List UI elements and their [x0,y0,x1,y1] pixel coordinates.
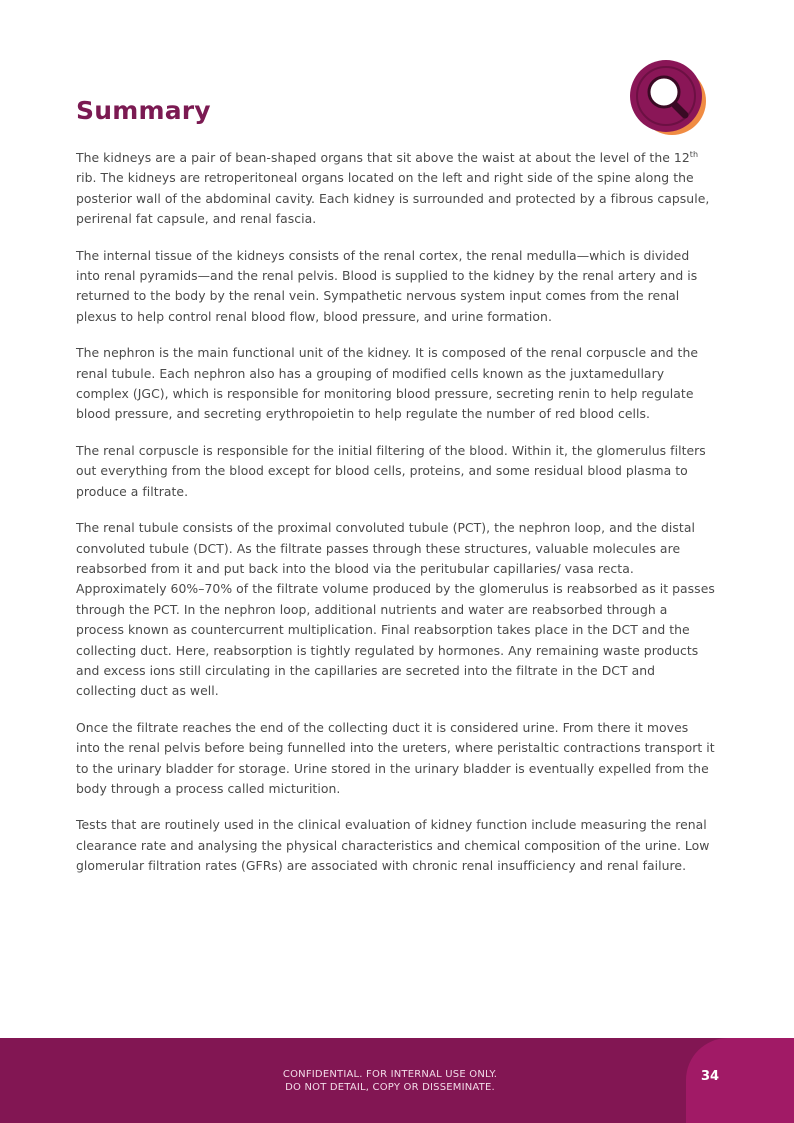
paragraph-kidney-overview-end: rib. The kidneys are retroperitoneal organs located on the left and right side of the spine along the posterior wall of the abdominal cavity. Each kidney is surrounded and protected by a fibrous capsule, perirenal fat capsule, and renal fascia. [76,170,710,227]
confidentiality-notice [240,1068,540,1094]
page-number: 34 [700,1069,720,1084]
confidentiality-line-2: DO NOT DETAIL, COPY OR DISSEMINATE. [285,1082,495,1093]
confidentiality-line-1: CONFIDENTIAL. FOR INTERNAL USE ONLY. [282,1069,498,1080]
paragraph-internal-tissue: The internal tissue of the kidneys consists of the renal cortex, the renal medulla—which is divided into renal pyramids—and the renal pelvis. Blood is supplied to the kidney by the renal artery and is returned to the body by the renal vein. Sympathetic nervous system input comes from the renal plexus to help control renal blood flow, blood pressure, and urine formation. [76,247,698,324]
paragraph-nephron: The nephron is the main functional unit of the kidney. It is composed of the renal corpuscle and the renal tubule. Each nephron also has a grouping of modified cells known as the juxtamedullary complex (JGC), which is responsible for monitoring blood pressure, secreting renin to help regulate blood pressure, and secreting erythropoietin to help regulate the number of red blood cells. [76,345,699,422]
summary-body [76,148,716,893]
paragraph-kidney-overview-start: The kidneys are a pair of bean-shaped organs that sit above the waist at about the level of the 12 [76,150,690,165]
page-title: Summary [76,96,211,125]
paragraph-kidney-overview [76,148,716,230]
ordinal-suffix: th [689,150,699,159]
paragraph-kidney-tests: Tests that are routinely used in the clinical evaluation of kidney function include measuring the renal clearance rate and analysing the physical characteristics and chemical composition of the urine. Low glomerular filtration rates (GFRs) are associated with chronic renal insufficiency and renal failure. [76,817,710,874]
magnifier-lens [649,77,679,107]
paragraph-urine: Once the filtrate reaches the end of the collecting duct it is considered urine. From there it moves into the renal pelvis before being funnelled into the ureters, where peristaltic contractions transport it to the urinary bladder for storage. Urine stored in the urinary bladder is eventually expelled from the body through a process called micturition. [76,719,715,796]
footer-band [0,1038,794,1123]
paragraph-renal-tubule: The renal tubule consists of the proximal convoluted tubule (PCT), the nephron loop, and the distal convoluted tubule (DCT). As the filtrate passes through these structures, valuable molecules are reabsorbed from it and put back into the blood via the peritubular capillaries/ vasa recta. Approximately 60%–70% of the filtrate volume produced by the glomerulus is reabsorbed as it passes through the PCT. In the nephron loop, additional nutrients and water are reabsorbed through a process known as countercurrent multiplication. Final reabsorption takes place in the DCT and the collecting duct. Here, reabsorption is tightly regulated by hormones. Any remaining waste products and excess ions still circulating in the capillaries are secreted into the filtrate in the DCT and collecting duct as well. [76,520,715,699]
magnifier-icon [628,59,710,139]
paragraph-renal-corpuscle: The renal corpuscle is responsible for the initial filtering of the blood. Within it, the glomerulus filters out everything from the blood except for blood cells, proteins, and some residual blood plasma to produce a filtrate. [76,442,706,499]
